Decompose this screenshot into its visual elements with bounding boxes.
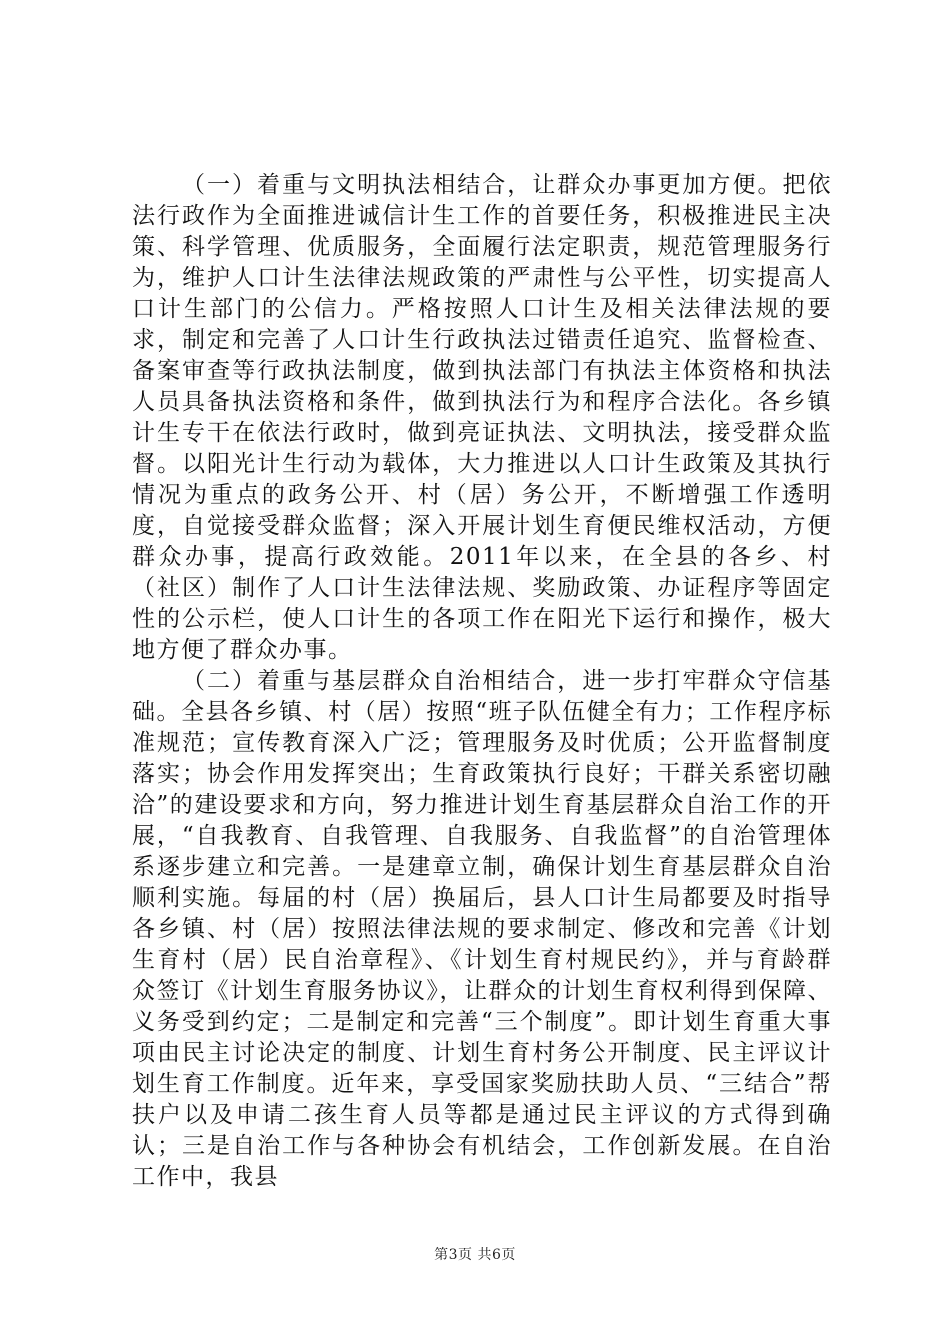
document-body [132, 170, 832, 1193]
paragraph-1: （一）着重与文明执法相结合，让群众办事更加方便。把依法行政作为全面推进诚信计生工作的首要任务，积极推进民主决策、科学管理、优质服务，全面履行法定职责，规范管理服务行为，维护人口计生法律法规政策的严肃性与公平性，切实提高人口计生部门的公信力。严格按照人口计生及相关法律法规的要求，制定和完善了人口计生行政执法过错责任追究、监督检查、备案审查等行政执法制度，做到执法部门有执法主体资格和执法人员具备执法资格和条件，做到执法行为和程序合法化。各乡镇计生专干在依法行政时，做到亮证执法、文明执法，接受群众监督。以阳光计生行动为载体，大力推进以人口计生政策及其执行情况为重点的政务公开、村（居）务公开，不断增强工作透明度，自觉接受群众监督；深入开展计划生育便民维权活动，方便群众办事，提高行政效能。2011年以来，在全县的各乡、村（社区）制作了人口计生法律法规、奖励政策、办证程序等固定性的公示栏，使人口计生的各项工作在阳光下运行和操作，极大地方便了群众办事。 [132, 172, 832, 663]
page-footer: 第3页 共6页 [434, 1247, 516, 1263]
paragraph-2: （二）着重与基层群众自治相结合，进一步打牢群众守信基础。全县各乡镇、村（居）按照“班子队伍健全有力；工作程序标准规范；宣传教育深入广泛；管理服务及时优质；公开监督制度落实；协会作用发挥突出；生育政策执行良好；干群关系密切融洽”的建设要求和方向，努力推进计划生育基层群众自治工作的开展，“自我教育、自我管理、自我服务、自我监督”的自治管理体系逐步建立和完善。一是建章立制，确保计划生育基层群众自治顺利实施。每届的村（居）换届后，县人口计生局都要及时指导各乡镇、村（居）按照法律法规的要求制定、修改和完善《计划生育村（居）民自治章程》、《计划生育村规民约》，并与育龄群众签订《计划生育服务协议》，让群众的计划生育权利得到保障、义务受到约定；二是制定和完善“三个制度”。即计划生育重大事项由民主讨论决定的制度、计划生育村务公开制度、民主评议计划生育工作制度。近年来，享受国家奖励扶助人员、“三结合”帮扶户以及申请二孩生育人员等都是通过民主评议的方式得到确认；三是自治工作与各种协会有机结会，工作创新发展。在自治工作中，我县 [132, 668, 832, 1190]
